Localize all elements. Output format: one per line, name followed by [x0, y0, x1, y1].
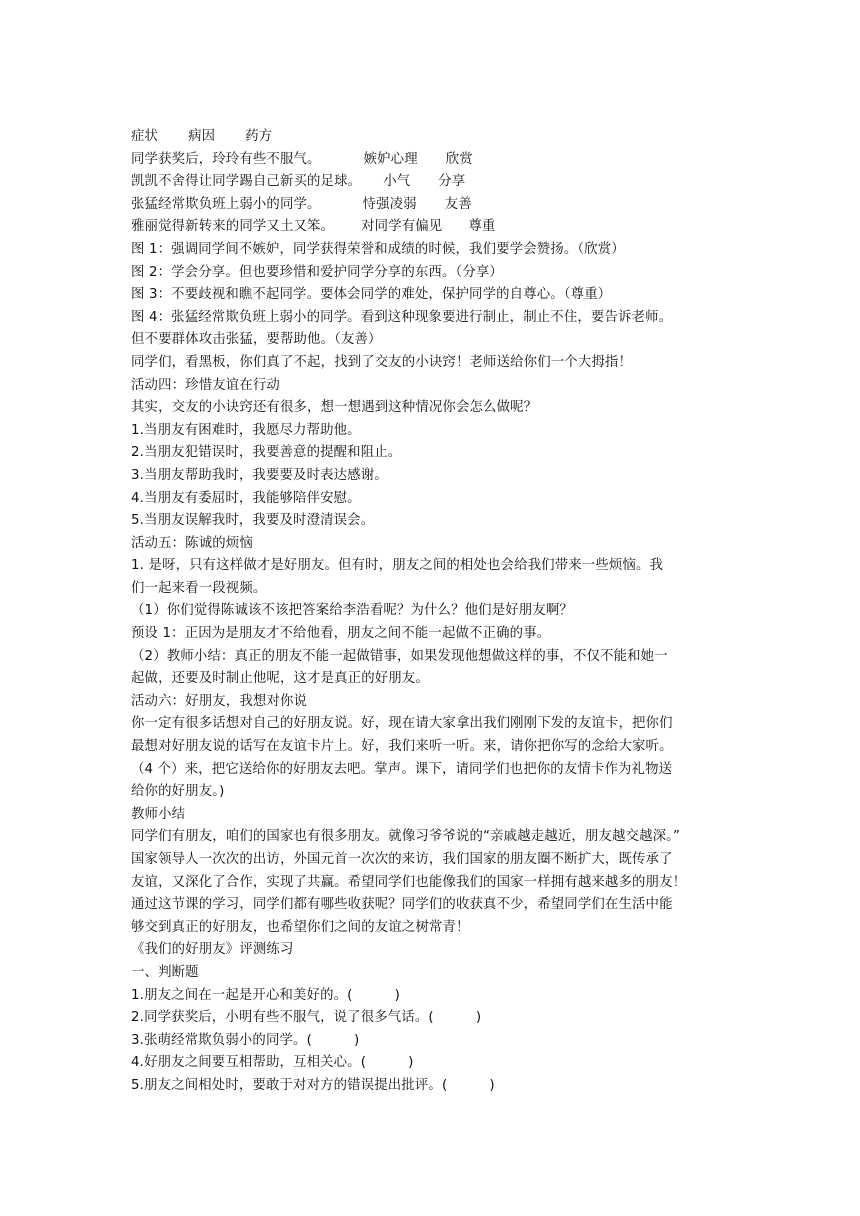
praise-text: 同学们，看黑板，你们真了不起，找到了交友的小诀窍！老师送给你们一个大拇指！ — [131, 354, 633, 370]
summary-title: 教师小结 — [131, 806, 186, 822]
judgement-item: 1.朋友之间在一起是开心和美好的。( ) — [131, 987, 400, 1003]
activity6-line: （4 个）来，把它送给你的好朋友去吧。掌声。课下，请同学们也把你的友情卡作为礼物送 — [131, 761, 673, 777]
col-remedy: 药方 — [245, 129, 273, 144]
exercise-title: 《我们的好朋友》评测练习 — [131, 942, 294, 958]
activity6-line: 最想对好朋友说的话写在友谊卡片上。好，我们来听一听。来，请你把你写的念给大家听。 — [131, 739, 673, 755]
figure-note: 图 3：不要歧视和瞧不起同学。要体会同学的难处，保护同学的自尊心。（尊重） — [131, 287, 612, 303]
document-page — [131, 126, 731, 1098]
figure-note-continued: 但不要群体攻击张猛，要帮助他。（友善） — [131, 332, 382, 348]
activity5-line: 1. 是呀，只有这样做才是好朋友。但有时，朋友之间的相处也会给我们带来一些烦恼。我 — [131, 558, 664, 574]
activity5-line: 们一起来看一段视频。 — [131, 580, 267, 596]
list-item: 4.当朋友有委屈时，我能够陪伴安慰。 — [131, 490, 361, 506]
case-row: 同学获奖后，玲玲有些不服气。 嫉妒心理 欣赏 — [131, 151, 473, 167]
activity5-title: 活动五：陈诚的烦恼 — [131, 535, 253, 551]
judgement-item: 5.朋友之间相处时，要敢于对对方的错误提出批评。( ) — [131, 1077, 495, 1093]
activity6-line: 给你的好朋友。) — [131, 784, 225, 800]
figure-note: 图 1：强调同学间不嫉妒，同学获得荣誉和成绩的时候，我们要学会赞扬。（欣赏） — [131, 241, 625, 257]
judgement-item: 4.好朋友之间要互相帮助，互相关心。( ) — [131, 1055, 414, 1071]
case-row: 张猛经常欺负班上弱小的同学。 恃强凌弱 友善 — [131, 196, 472, 212]
activity6-title: 活动六：好朋友，我想对你说 — [131, 693, 308, 709]
activity4-intro: 其实，交友的小诀窍还有很多，想一想遇到这种情况你会怎么做呢？ — [131, 400, 538, 416]
summary-line: 国家领导人一次次的出访，外国元首一次次的来访，我们国家的朋友圈不断扩大，既传承了 — [131, 852, 673, 867]
list-item: 5.当朋友误解我时，我要及时澄清误会。 — [131, 513, 375, 529]
list-item: 1.当朋友有困难时，我愿尽力帮助他。 — [131, 422, 361, 438]
activity5-line: 起做，还要及时制止他呢，这才是真正的好朋友。 — [131, 671, 429, 687]
activity6-line: 你一定有很多话想对自己的好朋友说。好，现在请大家拿出我们刚刚下发的友谊卡，把你们 — [131, 716, 673, 732]
figure-note: 图 4：张猛经常欺负班上弱小的同学。看到这种现象要进行制止，制止不住，要告诉老师。 — [131, 309, 673, 325]
activity5-line: （1）你们觉得陈诚该不该把答案给李浩看呢？为什么？他们是好朋友啊？ — [131, 603, 573, 619]
activity5-line: （2）教师小结：真正的朋友不能一起做错事，如果发现他想做这样的事，不仅不能和她一 — [131, 648, 668, 664]
col-cause: 病因 — [188, 129, 216, 144]
figure-note: 图 2：学会分享。但也要珍惜和爱护同学分享的东西。（分享） — [131, 264, 503, 280]
activity4-title: 活动四：珍惜友谊在行动 — [131, 377, 280, 393]
summary-line: 通过这节课的学习，同学们都有哪些收获呢？同学们的收获真不少，希望同学们在生活中能 — [131, 897, 673, 913]
summary-line: 友谊，又深化了合作，实现了共赢。希望同学们也能像我们的国家一样拥有越来越多的朋友！ — [131, 874, 687, 890]
list-item: 2.当朋友犯错误时，我要善意的提醒和阻止。 — [131, 445, 402, 461]
summary-line: 够交到真正的好朋友，也希望你们之间的友谊之树常青！ — [131, 919, 470, 935]
list-item: 3.当朋友帮助我时，我要要及时表达感谢。 — [131, 467, 388, 483]
table-header-row — [131, 126, 731, 149]
col-symptom: 症状 — [131, 129, 159, 144]
activity5-line: 预设 1：正因为是朋友才不给他看，朋友之间不能一起做不正确的事。 — [131, 626, 551, 642]
judgement-item: 2.同学获奖后，小明有些不服气，说了很多气话。( ) — [131, 1010, 482, 1026]
exercise-section: 一、判断题 — [131, 964, 199, 980]
judgement-item: 3.张萌经常欺负弱小的同学。( ) — [131, 1032, 360, 1048]
case-row: 雅丽觉得新转来的同学又土又笨。 对同学有偏见 尊重 — [131, 219, 496, 235]
case-row: 凯凯不舍得让同学踢自己新买的足球。 小气 分享 — [131, 174, 466, 190]
summary-line: 同学们有朋友，咱们的国家也有很多朋友。就像习爷爷说的“亲戚越走越近，朋友越交越深。” — [131, 829, 681, 845]
